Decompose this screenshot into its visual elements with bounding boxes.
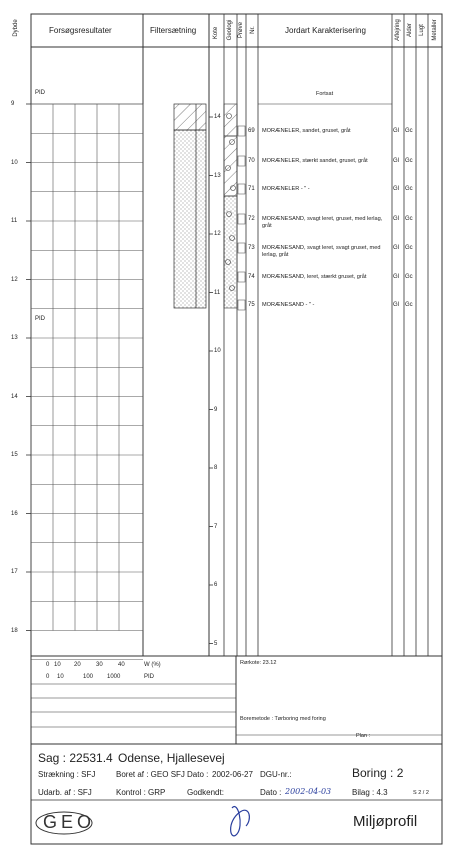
case-number: Sag : 22531.4: [38, 751, 113, 765]
sample-age: Gc: [405, 245, 413, 251]
sample-age: Gc: [405, 128, 413, 134]
date2-label: Dato :: [260, 788, 282, 797]
pipe-level-text: Rørkote: 23.12: [240, 660, 277, 666]
filter-column-header: Filtersætning: [150, 26, 197, 35]
deposit-column-header: Aflejring: [395, 19, 401, 41]
sample-marker: [238, 156, 245, 166]
date-label: Dato :: [187, 770, 209, 779]
geology-column-header: Geologi: [227, 19, 233, 41]
date-value: 2002-06-27: [212, 770, 253, 779]
sample-description: MORÆNELER, stærkt sandet, gruset, gråt: [262, 158, 368, 164]
stretch-field: Strækning : SFJ: [38, 770, 96, 779]
depth-tick-label: 13: [11, 335, 18, 341]
sample-age: Gc: [405, 158, 413, 164]
boring-number: Boring : 2: [352, 766, 404, 780]
checked-by-field: Kontrol : GRP: [116, 788, 166, 797]
pid-scale-tick-10: 10: [57, 674, 64, 680]
pid-scale-tick-1000: 1000: [107, 674, 121, 680]
sample-deposit: Gl: [393, 302, 399, 308]
age-column-header: Alder: [407, 23, 413, 38]
site-location: Odense, Hjallesevej: [118, 751, 225, 765]
level-tick-label: 8: [214, 465, 218, 471]
level-tick-label: 12: [214, 231, 221, 237]
depth-tick-label: 15: [11, 452, 18, 458]
plan-text: Plan :: [356, 733, 371, 739]
sample-deposit: Gl: [393, 128, 399, 134]
company-logo: GEO: [43, 812, 96, 832]
sample-number: 73: [248, 245, 255, 251]
sample-age: Gc: [405, 274, 413, 280]
dgu-number-field: DGU-nr.:: [260, 770, 292, 779]
sample-description: MORÆNELER, sandet, gruset, gråt: [262, 128, 351, 134]
w-scale-tick-10: 10: [54, 662, 61, 668]
sample-deposit: Gl: [393, 216, 399, 222]
depth-column-header: Dybde: [13, 19, 19, 37]
depth-tick-label: 10: [11, 159, 18, 166]
level-tick-label: 10: [214, 348, 221, 354]
pid-label: PID: [35, 90, 46, 96]
w-scale-tick-20: 20: [74, 662, 81, 668]
sample-description: MORÆNESAND, svagt leret, gruset, med lerlag, gråt: [262, 216, 383, 229]
sample-number: 74: [248, 274, 255, 280]
sample-column-header: Prøve: [238, 22, 244, 39]
depth-tick-label: 16: [11, 510, 18, 517]
continued-label: Fortsat: [316, 91, 334, 97]
sample-number: 72: [248, 216, 255, 222]
depth-tick-label: 18: [11, 627, 18, 634]
tests-column-header: Forsøgsresultater: [49, 26, 112, 35]
level-tick-label: 7: [214, 523, 218, 530]
prepared-by-field: Udarb. af : SFJ: [38, 788, 92, 797]
document-title: Miljøprofil: [353, 813, 418, 830]
level-tick-label: 14: [214, 114, 221, 120]
sample-age: Gc: [405, 302, 413, 308]
sample-number: 75: [248, 302, 255, 308]
drilled-by-field: Boret af : GEO SFJ: [116, 770, 185, 779]
sample-description: MORÆNESAND, leret, stærkt gruset, gråt: [262, 274, 367, 280]
pid-scale-label: PID: [144, 674, 155, 680]
metal-column-header: Metaller: [432, 19, 438, 41]
level-tick-label: 11: [214, 289, 221, 296]
level-tick-label: 5: [214, 640, 218, 647]
sample-description: MORÆNESAND, svagt leret, svagt gruset, med lerlag, gråt: [262, 245, 381, 258]
depth-tick-label: 17: [11, 569, 18, 575]
page-indicator: S 2 / 2: [413, 790, 429, 796]
soil-column-header: Jordart Karakterisering: [285, 26, 366, 35]
sample-marker: [238, 243, 245, 253]
sample-deposit: Gl: [393, 245, 399, 251]
pid-label-lower: PID: [35, 316, 46, 322]
sample-description: MORÆNELER - " -: [262, 186, 310, 192]
depth-tick-label: 11: [11, 218, 18, 224]
sample-deposit: Gl: [393, 274, 399, 280]
smell-column-header: Lugt: [419, 24, 425, 36]
sample-number: 69: [248, 128, 255, 134]
pid-scale-tick-0: 0: [46, 674, 50, 680]
level-tick-label: 6: [214, 582, 218, 588]
sample-number: 71: [248, 186, 255, 192]
w-scale-label: W (%): [144, 662, 161, 668]
w-scale-tick-0: 0: [46, 662, 50, 668]
number-column-header: Nr.: [250, 26, 256, 34]
drilling-method-text: Boremetode : Tørboring med foring: [240, 716, 326, 722]
sample-marker: [238, 126, 245, 136]
sample-age: Gc: [405, 216, 413, 222]
attachment-field: Bilag : 4.3: [352, 788, 388, 797]
sample-marker: [238, 272, 245, 282]
w-scale-tick-30: 30: [96, 662, 103, 668]
sample-age: Gc: [405, 186, 413, 192]
sample-number: 70: [248, 158, 255, 164]
depth-tick-label: 9: [11, 101, 15, 107]
w-scale-tick-40: 40: [118, 662, 125, 668]
sample-marker: [238, 300, 245, 310]
approved-label: Godkendt:: [187, 788, 224, 797]
depth-tick-label: 14: [11, 393, 18, 400]
sample-deposit: Gl: [393, 186, 399, 192]
date2-value: 2002-04-03: [285, 787, 332, 796]
level-column-header: Kote: [213, 26, 219, 40]
level-tick-label: 9: [214, 406, 218, 413]
sample-marker: [238, 214, 245, 224]
sample-description: MORÆNESAND - " -: [262, 302, 315, 308]
depth-tick-label: 12: [11, 276, 18, 283]
pid-scale-tick-100: 100: [83, 674, 94, 680]
sample-deposit: Gl: [393, 158, 399, 164]
sample-marker: [238, 184, 245, 194]
level-tick-label: 13: [214, 172, 221, 179]
